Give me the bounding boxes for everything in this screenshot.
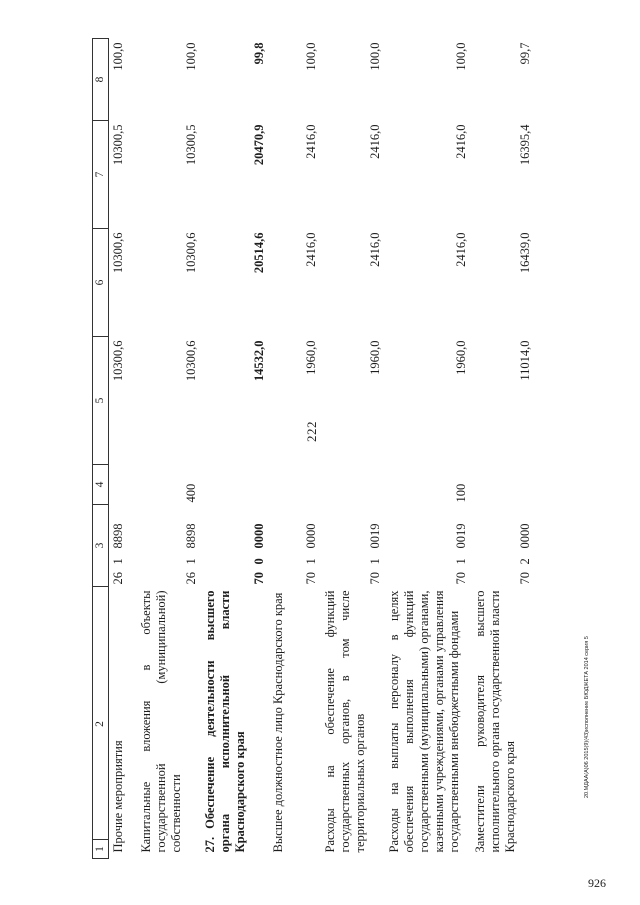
row-description-text: Прочие мероприятия (111, 740, 125, 853)
expense-type: 100 (453, 483, 468, 503)
approved-amount: 1960,0 (453, 340, 468, 375)
row-description-text: Расходы на обеспечение функций государственных органов, в том числе территориальных органов (322, 590, 367, 853)
code-part-1: 70 (367, 572, 382, 585)
footer-note: 20.МДАА(А)06 2015(9)(43)исполнение БЮДЖЕТА 2014 серия 5 (584, 636, 590, 798)
page-number-bottom: 926 (588, 876, 606, 890)
approved-amount: 11014,0 (517, 340, 532, 381)
row-description (137, 587, 201, 859)
revised-amount: 2416,0 (303, 232, 318, 267)
header-col-6: 6 (93, 228, 109, 336)
header-col-4: 4 (93, 464, 109, 504)
row-description (109, 587, 137, 859)
percent-executed: 99,7 (517, 42, 532, 65)
row-description-text: Заместители руководителя высшего исполнительного органа государственной власти Краснодарского края (472, 590, 517, 853)
table-row (201, 38, 269, 858)
expense-type (471, 464, 535, 504)
page-number-top: 222 (304, 421, 319, 442)
row-number: 27. (202, 836, 217, 853)
code-part-2: 1 (453, 558, 468, 565)
row-description-text: Капитальные вложения в объекты государственной (муниципальной) собственности (138, 590, 183, 853)
expense-type (201, 464, 269, 504)
percent-executed: 100,0 (111, 42, 125, 71)
code-part-1: 70 (517, 572, 532, 585)
code-part-3: 8898 (111, 523, 125, 549)
code-part-2: 1 (183, 558, 198, 565)
row-description (201, 587, 269, 859)
expense-type (321, 464, 385, 504)
code-part-3: 8898 (183, 523, 198, 549)
header-col-8: 8 (93, 38, 109, 120)
table-row (385, 38, 471, 858)
code-part-1: 70 (251, 572, 266, 585)
executed-amount: 10300,5 (111, 124, 125, 166)
row-description (321, 587, 385, 859)
executed-amount: 10300,5 (183, 124, 198, 166)
code-part-2: 1 (111, 558, 125, 565)
header-col-3: 3 (93, 504, 109, 586)
code-part-3: 0000 (251, 523, 266, 549)
approved-amount: 10300,6 (111, 340, 125, 382)
code-part-2: 1 (367, 558, 382, 565)
approved-amount: 10300,6 (183, 340, 198, 382)
revised-amount: 2416,0 (453, 232, 468, 267)
code-part-3: 0000 (517, 523, 532, 549)
percent-executed: 100,0 (367, 42, 382, 71)
code-part-2: 0 (251, 558, 266, 565)
percent-executed: 99,8 (251, 42, 266, 65)
code-part-3: 0019 (367, 523, 382, 549)
row-description (385, 587, 471, 859)
table-row (269, 38, 321, 858)
header-col-1: 1 (93, 839, 108, 858)
code-part-3: 0019 (453, 523, 468, 549)
approved-amount: 1960,0 (303, 340, 318, 375)
row-description (471, 587, 535, 859)
percent-executed: 100,0 (453, 42, 468, 71)
expense-type (109, 464, 137, 504)
code-part-1: 70 (453, 572, 468, 585)
executed-amount: 2416,0 (367, 124, 382, 159)
budget-table-rotated (92, 39, 532, 859)
executed-amount: 2416,0 (303, 124, 318, 159)
executed-amount: 2416,0 (453, 124, 468, 159)
row-description-text: Расходы на выплаты персоналу в целях обеспечения выполнения функций государственными (муниципальными) органами, казенными учреждениями, органами управления государственными внебюджетными фондами (386, 590, 461, 853)
revised-amount: 20514,6 (251, 232, 266, 274)
revised-amount: 2416,0 (367, 232, 382, 267)
table-row (321, 38, 385, 858)
revised-amount: 10300,6 (111, 232, 125, 274)
row-description (269, 587, 321, 859)
code-part-3: 0000 (303, 523, 318, 549)
percent-executed: 100,0 (303, 42, 318, 71)
expense-type: 400 (183, 483, 198, 503)
percent-executed: 100,0 (183, 42, 198, 71)
row-description-text: Высшее должностное лицо Краснодарского края (270, 592, 285, 853)
header-col-2: 12 (93, 587, 109, 859)
approved-amount: 14532,0 (251, 340, 266, 382)
budget-table (92, 38, 535, 859)
table-row (137, 38, 201, 858)
executed-amount: 20470,9 (251, 124, 266, 166)
code-part-1: 26 (183, 572, 198, 585)
header-col-5: 5 (93, 336, 109, 464)
approved-amount: 1960,0 (367, 340, 382, 375)
revised-amount: 16439,0 (517, 232, 532, 274)
executed-amount: 16395,4 (517, 124, 532, 166)
row-description-text: Обеспечение деятельности высшего органа исполнительной власти Краснодарского края (202, 590, 247, 853)
code-part-2: 2 (517, 558, 532, 565)
code-part-1: 70 (303, 572, 318, 585)
code-part-1: 26 (111, 572, 125, 585)
table-row (471, 38, 535, 858)
expense-type (269, 464, 321, 504)
code-part-2: 1 (303, 558, 318, 565)
header-col-7: 7 (93, 120, 109, 228)
revised-amount: 10300,6 (183, 232, 198, 274)
table-row (109, 38, 137, 858)
column-number-header (93, 38, 109, 858)
